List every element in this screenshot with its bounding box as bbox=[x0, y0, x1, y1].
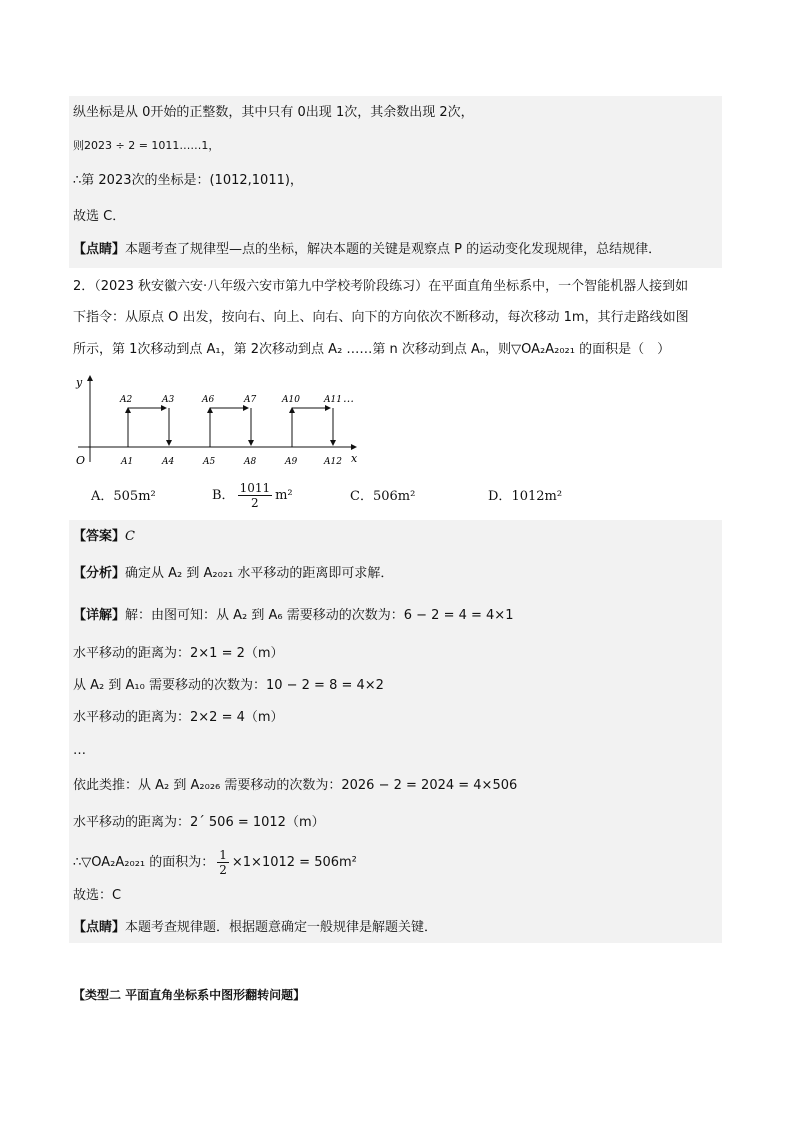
top-line-2: 则2023 ÷ 2 = 1011……1， bbox=[73, 139, 220, 152]
tip-text: 本题考查了规律型—点的坐标，解决本题的关键是观察点 P 的运动变化发现规律，总结规律． bbox=[125, 242, 662, 257]
analysis-line bbox=[73, 565, 393, 583]
origin-label: O bbox=[76, 454, 86, 467]
detail-line-7: 水平移动的距离为：2´ 506 = 1012（m） bbox=[73, 815, 325, 830]
option-c-label: C． bbox=[350, 489, 373, 504]
label-a9: A9 bbox=[285, 457, 298, 467]
answer-tag: 【答案】 bbox=[73, 529, 126, 544]
area-numerator: 1 bbox=[219, 848, 227, 862]
option-b-unit: m² bbox=[275, 488, 293, 503]
label-a11: A11 bbox=[324, 395, 342, 405]
top-line-1: 纵坐标是从 0开始的正整数，其中只有 0出现 1次，其余数出现 2次， bbox=[73, 105, 474, 120]
label-a8: A8 bbox=[244, 457, 257, 467]
y-axis-label: y bbox=[76, 376, 83, 389]
option-a-label: A． bbox=[91, 489, 114, 504]
conclusion-tag: 【点睛】 bbox=[73, 920, 126, 935]
question-line-1: 2．（2023 秋安徽六安·八年级六安市第九中学校考阶段练习）在平面直角坐标系中，一个智能机器人接到如 bbox=[73, 279, 689, 294]
label-a3: A3 bbox=[162, 395, 175, 405]
option-c[interactable] bbox=[350, 488, 415, 506]
label-a5: A5 bbox=[203, 457, 216, 467]
x-axis-label: x bbox=[351, 452, 358, 465]
conclusion-text: 本题考查规律题．根据题意确定一般规律是解题关键． bbox=[125, 920, 438, 935]
option-a[interactable] bbox=[91, 488, 156, 506]
option-d[interactable] bbox=[488, 488, 562, 506]
analysis-text: 确定从 A₂ 到 A₂₀₂₁ 水平移动的距离即可求解． bbox=[125, 566, 394, 581]
top-line-3: ∴第 2023次的坐标是：(1012,1011)， bbox=[73, 173, 303, 188]
area-result: ×1×1012 = 506m² bbox=[231, 855, 357, 870]
area-label: ∴▽OA₂A₂₀₂₁ 的面积为： bbox=[73, 855, 215, 870]
question-line-2: 下指令：从原点 O 出发，按向右、向上、向右、向下的方向依次不断移动，每次移动 1m，其行走路线如图 bbox=[73, 310, 689, 325]
label-a12: A12 bbox=[324, 457, 342, 467]
option-b-denominator: 2 bbox=[251, 496, 259, 510]
detail-text-1: 解：由图可知：从 A₂ 到 A₆ 需要移动的次数为：6 − 2 = 4 = 4×1 bbox=[125, 608, 514, 623]
detail-line-8 bbox=[73, 848, 357, 877]
top-line-4: 故选 C． bbox=[73, 209, 126, 224]
option-d-value: 1012m² bbox=[511, 489, 563, 504]
detail-line-4: 水平移动的距离为：2×2 = 4（m） bbox=[73, 710, 284, 725]
answer-line bbox=[73, 528, 135, 546]
ellipsis-label: … bbox=[343, 392, 354, 405]
detail-line-9: 故选：C bbox=[73, 888, 122, 903]
option-b-fraction bbox=[238, 481, 273, 510]
conclusion-line bbox=[73, 919, 437, 937]
answer-value: C bbox=[125, 529, 135, 544]
detail-line-2: 水平移动的距离为：2×1 = 2（m） bbox=[73, 646, 284, 661]
area-fraction bbox=[217, 848, 229, 877]
option-d-label: D． bbox=[488, 489, 512, 504]
solution-band bbox=[69, 520, 722, 943]
option-b-numerator: 1011 bbox=[239, 481, 271, 495]
label-a1: A1 bbox=[121, 457, 134, 467]
label-a10: A10 bbox=[282, 395, 300, 405]
label-a4: A4 bbox=[162, 457, 175, 467]
tip-tag: 【点睛】 bbox=[73, 242, 126, 257]
path-figure bbox=[68, 372, 368, 477]
detail-line-1 bbox=[73, 607, 513, 625]
detail-line-6: 依此类推：从 A₂ 到 A₂₀₂₆ 需要移动的次数为：2026 − 2 = 2024 = 4×506 bbox=[73, 778, 518, 793]
option-b[interactable] bbox=[212, 481, 293, 510]
option-b-label: B． bbox=[212, 488, 235, 503]
section-title: 【类型二 平面直角坐标系中图形翻转问题】 bbox=[73, 988, 306, 1002]
question-line-3: 所示，第 1次移动到点 A₁，第 2次移动到点 A₂ ……第 n 次移动到点 Aₙ，则▽OA₂A₂₀₂₁ 的面积是（ ） bbox=[73, 342, 671, 357]
detail-line-3: 从 A₂ 到 A₁₀ 需要移动的次数为：10 − 2 = 8 = 4×2 bbox=[73, 678, 384, 693]
area-denominator: 2 bbox=[219, 863, 227, 877]
top-tip-line bbox=[73, 241, 661, 259]
option-a-value: 505m² bbox=[113, 489, 156, 504]
label-a2: A2 bbox=[120, 395, 133, 405]
detail-line-5: … bbox=[73, 743, 86, 758]
option-c-value: 506m² bbox=[372, 489, 416, 504]
detail-tag: 【详解】 bbox=[73, 608, 126, 623]
label-a7: A7 bbox=[244, 395, 257, 405]
label-a6: A6 bbox=[202, 395, 215, 405]
analysis-tag: 【分析】 bbox=[73, 566, 126, 581]
